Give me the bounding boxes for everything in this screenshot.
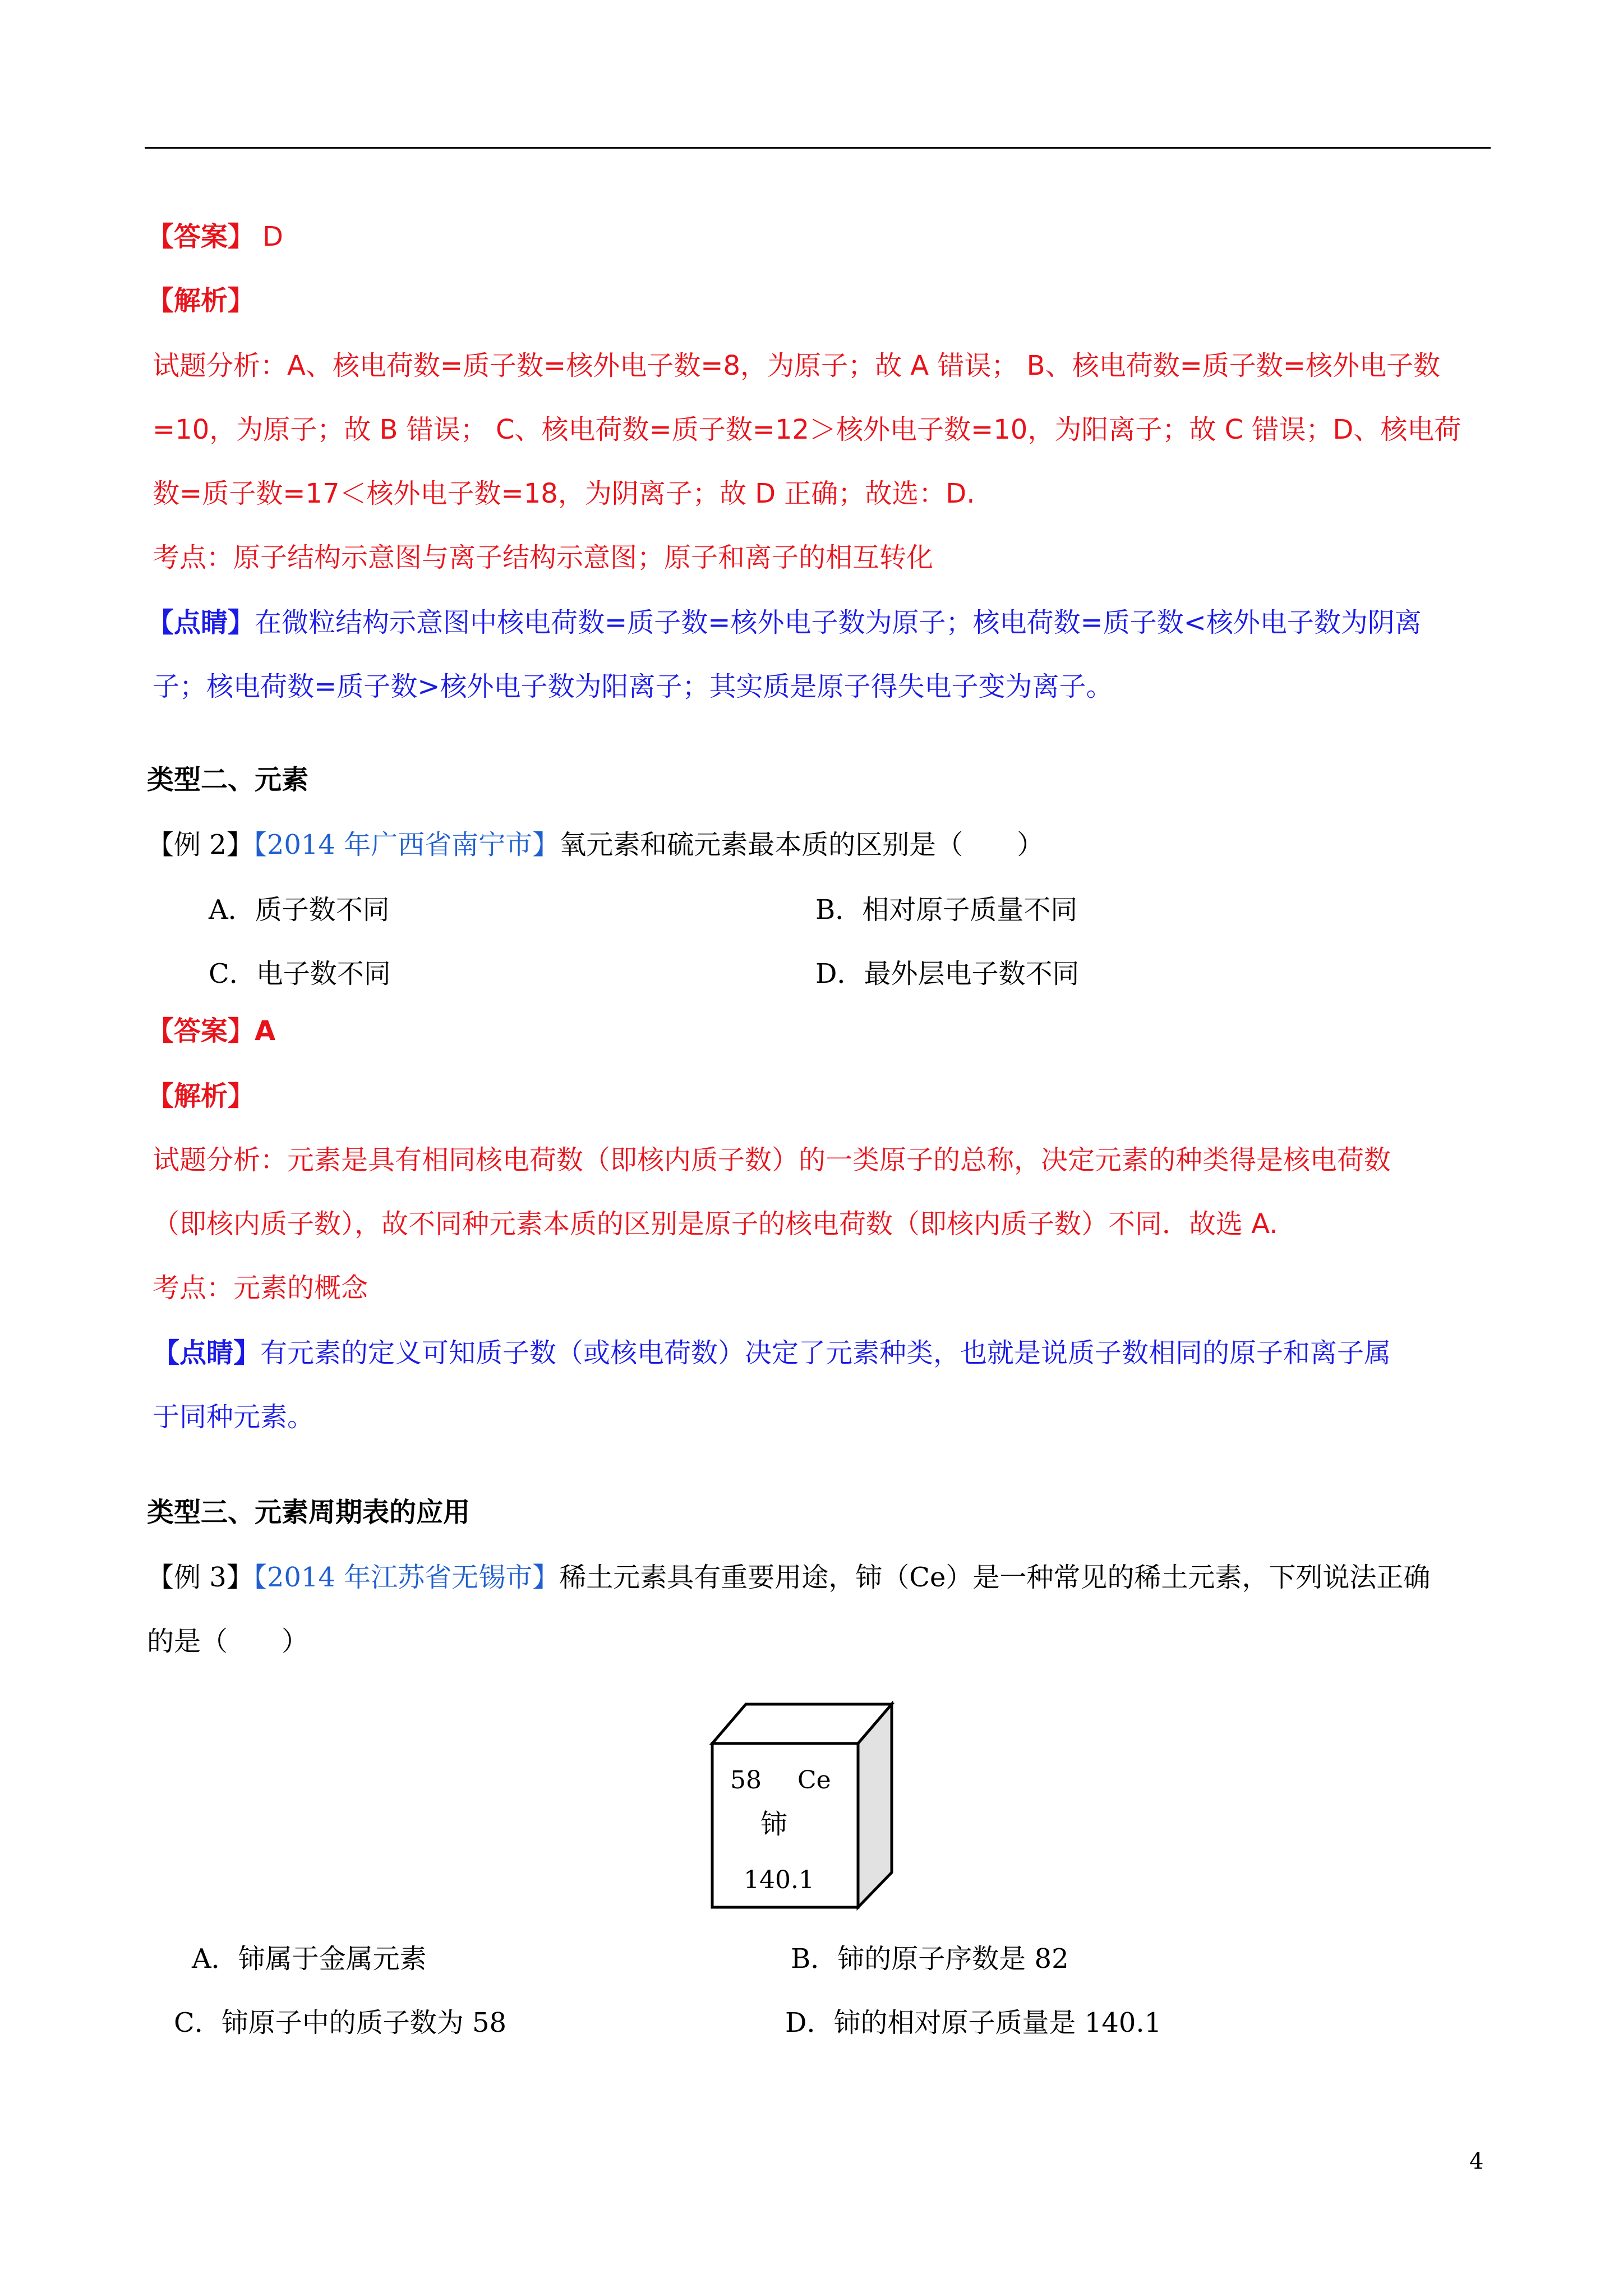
analysis-line-1: 试题分析：元素是具有相同核电荷数（即核内质子数）的一类原子的总称，决定元素的种类得是核电荷数 (153, 1144, 1391, 1176)
dianjing-line-1: 有元素的定义可知质子数（或核电荷数）决定了元素种类，也就是说质子数相同的原子和离子属 (260, 1337, 1391, 1369)
section-heading-type2: 类型二、元素 (147, 764, 309, 795)
question-text: 氧元素和硫元素最本质的区别是（ ） (559, 829, 1044, 861)
analysis-label: 【解析】 (147, 1080, 255, 1112)
option-a: A．铈属于金属元素 (192, 1943, 427, 1975)
answer-label: 【答案】 (147, 221, 255, 252)
atomic-mass: 140.1 (744, 1866, 814, 1894)
option-b: B．相对原子质量不同 (815, 894, 1078, 926)
example-2-question (147, 827, 1044, 863)
question-text: 稀土元素具有重要用途，铈（Ce）是一种常见的稀土元素，下列说法正确 (559, 1562, 1431, 1593)
answer-value: A (255, 1015, 276, 1047)
example-label: 【例 3】 (147, 1562, 253, 1593)
dianjing-label: 【点睛】 (147, 607, 255, 638)
source-link[interactable]: 【2014 年江苏省无锡市】 (253, 1562, 560, 1593)
source-link[interactable]: 【2014 年广西省南宁市】 (253, 829, 560, 861)
dianjing-1 (147, 605, 1422, 641)
analysis-line-3: 数=质子数=17＜核外电子数=18，为阴离子；故 D 正确；故选：D. (153, 478, 975, 509)
option-c: C．电子数不同 (209, 958, 391, 990)
option-c: C．铈原子中的质子数为 58 (174, 2007, 507, 2039)
answer-value: D (262, 221, 283, 252)
element-name: 铈 (760, 1809, 788, 1840)
analysis-line-1: 试题分析：A、核电荷数=质子数=核外电子数=8，为原子；故 A 错误； B、核电荷数=质子数=核外电子数 (153, 350, 1441, 381)
option-d: D．最外层电子数不同 (815, 958, 1080, 990)
dianjing-line-1: 在微粒结构示意图中核电荷数=质子数=核外电子数为原子；核电荷数=质子数<核外电子数为阴离 (255, 607, 1422, 638)
dianjing-label: 【点睛】 (153, 1337, 261, 1369)
option-a: A．质子数不同 (209, 894, 390, 926)
page-number: 4 (1469, 2148, 1484, 2174)
dianjing-1 (153, 1335, 1391, 1371)
ex2-answer (147, 1013, 275, 1049)
element-symbol: Ce (797, 1766, 831, 1795)
ex1-answer (147, 219, 283, 255)
question-text-line-2: 的是（ ） (147, 1626, 309, 1657)
example-3-question (147, 1559, 1430, 1595)
analysis-line-2: （即核内质子数），故不同种元素本质的区别是原子的核电荷数（即核内质子数）不同．故选 A. (153, 1208, 1278, 1240)
kaodian: 考点：元素的概念 (153, 1272, 368, 1304)
option-b: B．铈的原子序数是 82 (791, 1943, 1069, 1975)
dianjing-line-2: 子；核电荷数=质子数>核外电子数为阳离子；其实质是原子得失电子变为离子。 (153, 671, 1113, 702)
example-label: 【例 2】 (147, 829, 253, 861)
analysis-label: 【解析】 (147, 285, 255, 316)
kaodian: 考点：原子结构示意图与离子结构示意图；原子和离子的相互转化 (153, 542, 934, 573)
option-d: D．铈的相对原子质量是 140.1 (785, 2007, 1162, 2039)
section-heading-type3: 类型三、元素周期表的应用 (147, 1497, 471, 1528)
header-rule (145, 147, 1491, 149)
cerium-element-box (707, 1699, 897, 1912)
dianjing-line-2: 于同种元素。 (153, 1401, 315, 1433)
atomic-number: 58 (730, 1766, 762, 1795)
analysis-line-2: =10，为原子；故 B 错误； C、核电荷数=质子数=12＞核外电子数=10，为阳离子；故 C 错误；D、核电荷 (153, 414, 1461, 445)
answer-label: 【答案】 (147, 1015, 255, 1047)
